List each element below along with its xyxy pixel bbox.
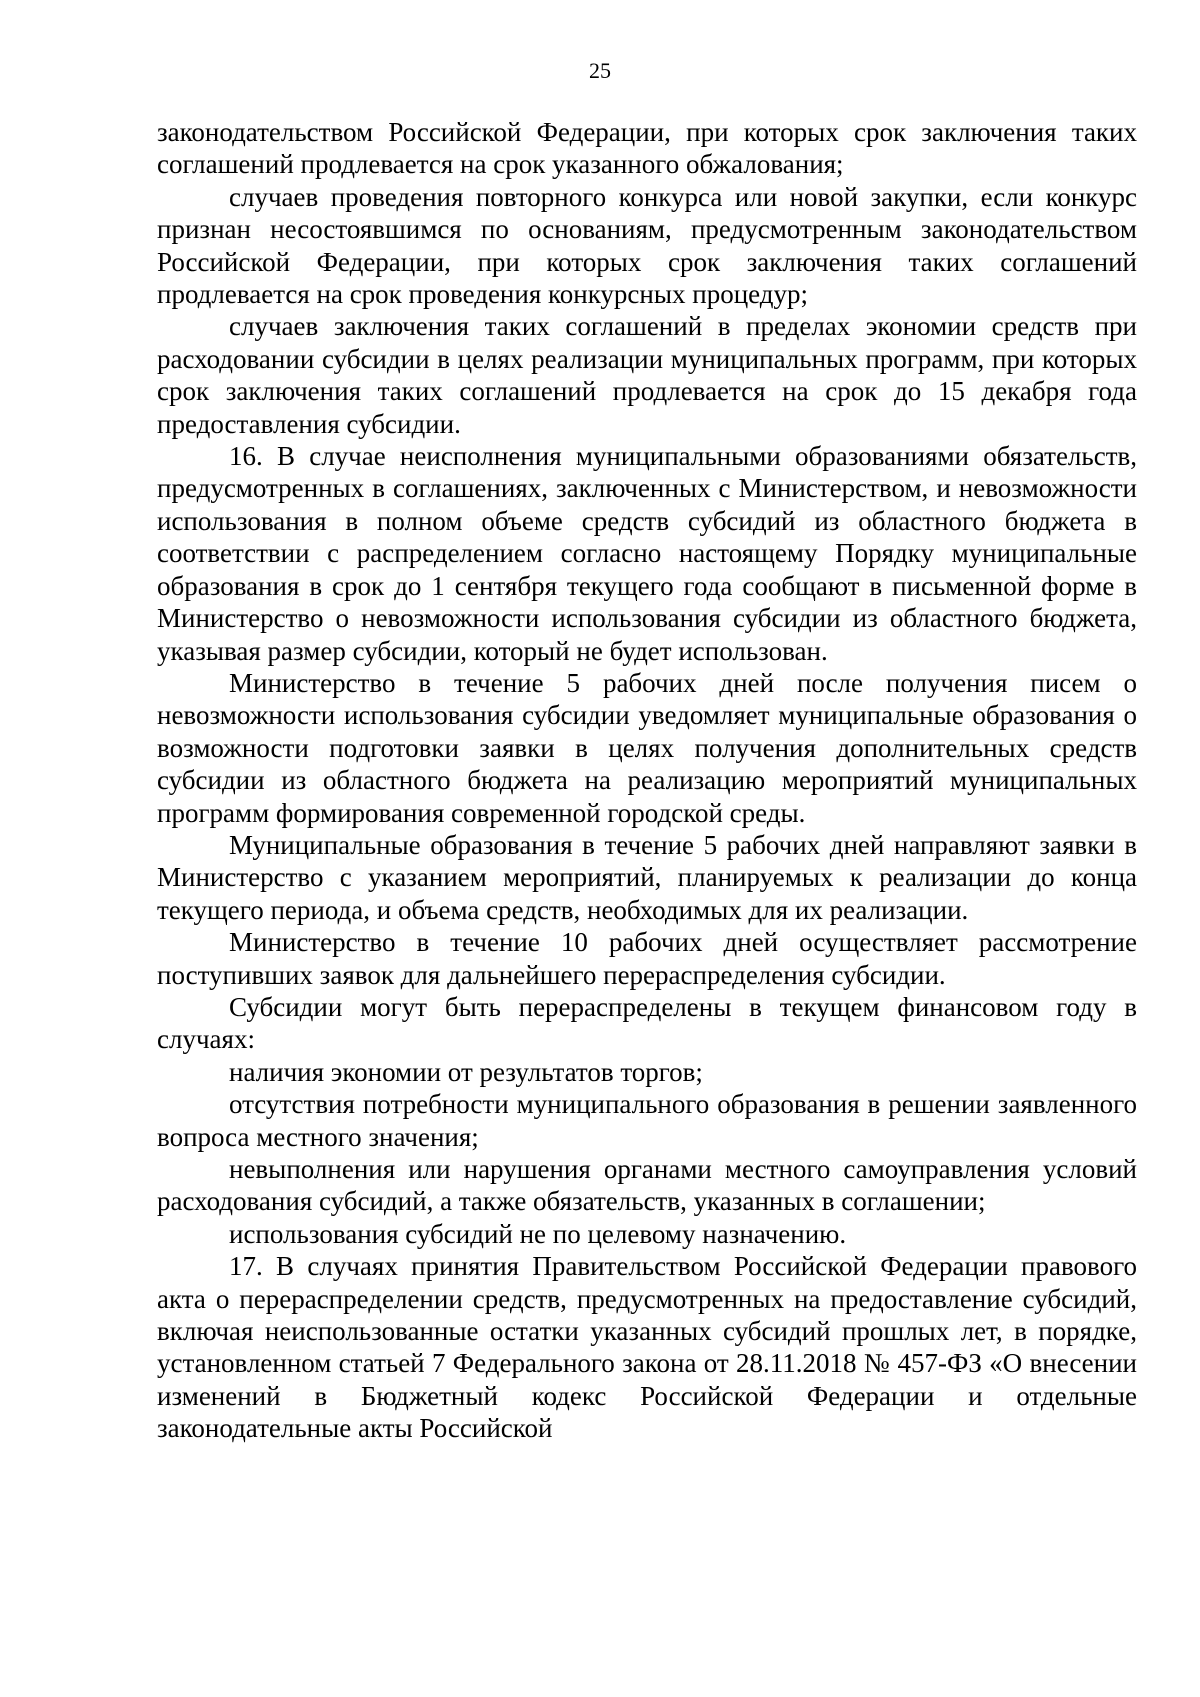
paragraph-6: Муниципальные образования в течение 5 рабочих дней направляют заявки в Министерство с указанием мероприятий, планируемых к реализации до конца текущего периода, и объема средств, необходимых для их реализации.: [157, 829, 1137, 925]
paragraph-4: 16. В случае неисполнения муниципальными образованиями обязательств, предусмотренных в соглашениях, заключенных с Министерством, и невозможности использования в полном объеме средств субсидий из областного бюджета в соответствии с распределением согласно настоящему Порядку муниципальные образования в срок до 1 сентября текущего года сообщают в письменной форме в Министерство о невозможности использования субсидии из областного бюджета, указывая размер субсидии, который не будет использован.: [157, 441, 1137, 666]
paragraph-5: Министерство в течение 5 рабочих дней после получения писем о невозможности использования субсидии уведомляет муниципальные образования о возможности подготовки заявки в целях получения дополнительных средств субсидии из областного бюджета на реализацию мероприятий муниципальных программ формирования современной городской среды.: [157, 667, 1137, 828]
paragraph-1: законодательством Российской Федерации, при которых срок заключения таких соглашений продлевается на срок указанного обжалования;: [157, 117, 1137, 180]
paragraph-11: невыполнения или нарушения органами местного самоуправления условий расходования субсидий, а также обязательств, указанных в соглашении;: [157, 1154, 1137, 1217]
paragraph-7: Министерство в течение 10 рабочих дней осуществляет рассмотрение поступивших заявок для дальнейшего перераспределения субсидии.: [157, 927, 1137, 990]
paragraph-13: 17. В случаях принятия Правительством Российской Федерации правового акта о перераспределении средств, предусмотренных на предоставление субсидий, включая неиспользованные остатки указанных субсидий прошлых лет, в порядке, установленном статьей 7 Федерального закона от 28.11.2018 № 457-ФЗ «О внесении изменений в Бюджетный кодекс Российской Федерации и отдельные законодательные акты Российской: [157, 1251, 1137, 1444]
document-body: [157, 116, 1137, 1445]
paragraph-9: наличия экономии от результатов торгов;: [229, 1056, 703, 1087]
paragraph-3: случаев заключения таких соглашений в пределах экономии средств при расходовании субсидии в целях реализации муниципальных программ, при которых срок заключения таких соглашений продлевается на срок до 15 декабря года предоставления субсидии.: [157, 311, 1137, 439]
paragraph-2: случаев проведения повторного конкурса или новой закупки, если конкурс признан несостоявшимся по основаниям, предусмотренным законодательством Российской Федерации, при которых срок заключения таких соглашений продлевается на срок проведения конкурсных процедур;: [157, 181, 1137, 310]
paragraph-10: отсутствия потребности муниципального образования в решении заявленного вопроса местного значения;: [157, 1089, 1137, 1152]
paragraph-8: Субсидии могут быть перераспределены в текущем финансовом году в случаях:: [157, 991, 1137, 1055]
page-number: 25: [589, 58, 611, 83]
paragraph-12: использования субсидий не по целевому назначению.: [229, 1218, 847, 1249]
